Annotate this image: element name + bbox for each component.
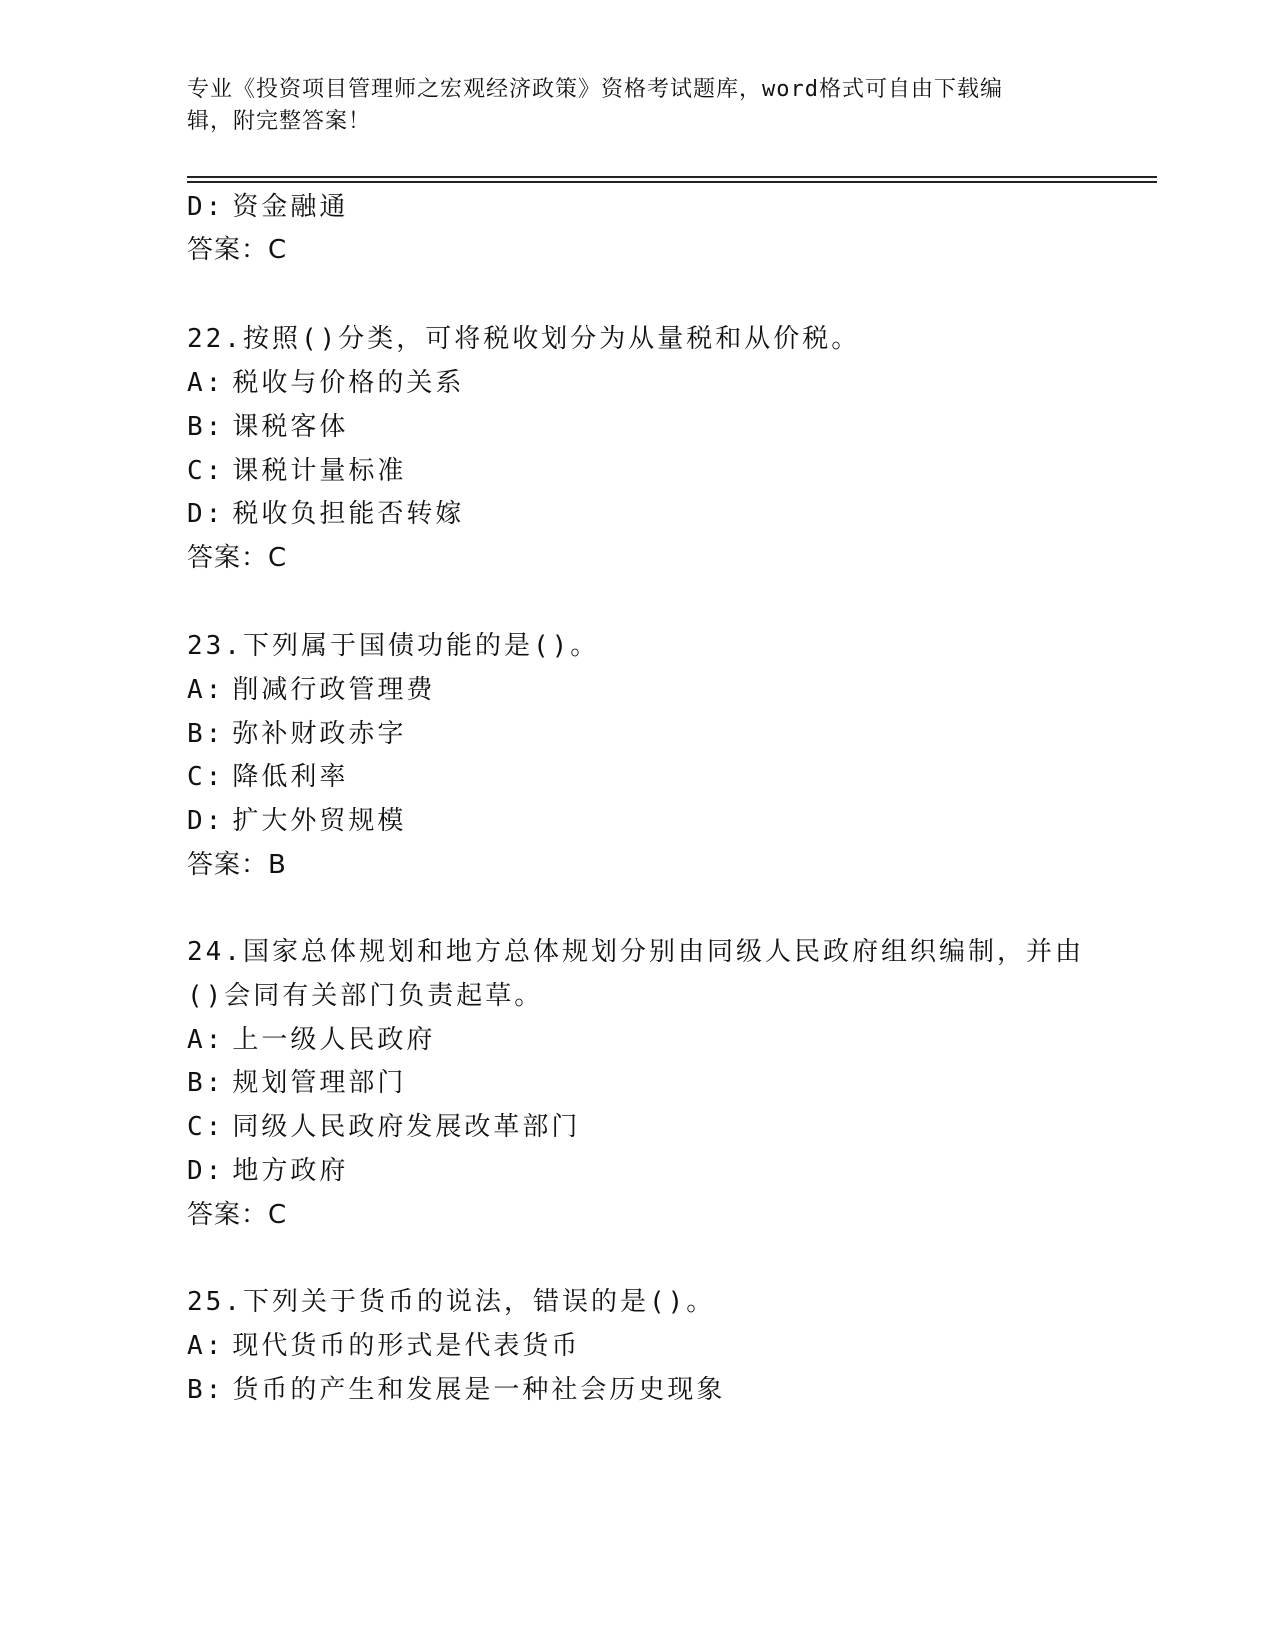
- question-24-option-d: [187, 1154, 348, 1188]
- option-label: B:: [187, 1375, 225, 1405]
- question-24-option-c: [187, 1110, 580, 1144]
- option-label: D:: [187, 499, 225, 529]
- option-label: A:: [187, 1331, 225, 1361]
- header-line-2: 辑，附完整答案！: [187, 109, 372, 134]
- option-label: A:: [187, 675, 225, 705]
- question-22-stem: 22.按照()分类，可将税收划分为从量税和从价税。: [187, 324, 861, 354]
- option-text: 弥补财政赤字: [232, 719, 407, 749]
- option-text: 上一级人民政府: [232, 1025, 436, 1055]
- prev-option-d: [187, 190, 348, 224]
- option-label: A:: [187, 368, 225, 398]
- option-label: B:: [187, 719, 225, 749]
- question-23-option-d: [187, 804, 406, 838]
- question-25-option-b: [187, 1373, 725, 1407]
- option-text: 税收与价格的关系: [232, 368, 465, 398]
- question-22-answer: 答案：C: [187, 543, 288, 573]
- option-label: A:: [187, 1025, 225, 1055]
- question-22-option-d: [187, 497, 464, 531]
- option-label: B:: [187, 1068, 225, 1098]
- prev-answer: 答案：C: [187, 235, 288, 265]
- option-text: 扩大外贸规模: [232, 806, 407, 836]
- option-label: C:: [187, 1112, 225, 1142]
- option-label: C:: [187, 762, 225, 792]
- question-23-option-b: [187, 717, 406, 751]
- question-25-stem: 25.下列关于货币的说法，错误的是()。: [187, 1287, 716, 1317]
- option-label: C:: [187, 456, 225, 486]
- question-22-option-b: [187, 410, 348, 444]
- option-text: 削减行政管理费: [232, 675, 436, 705]
- question-22-option-a: [187, 366, 464, 400]
- question-25-option-a: [187, 1329, 580, 1363]
- option-text: 降低利率: [232, 762, 349, 792]
- header-divider-top: [187, 176, 1157, 178]
- option-label: D:: [187, 806, 225, 836]
- question-23-option-c: [187, 760, 348, 794]
- option-text: 地方政府: [232, 1156, 349, 1186]
- question-24-option-a: [187, 1023, 435, 1057]
- question-23-stem: 23.下列属于国债功能的是()。: [187, 631, 600, 661]
- document-header: [187, 74, 1087, 138]
- option-text: 资金融通: [232, 192, 349, 222]
- header-line-1: 专业《投资项目管理师之宏观经济政策》资格考试题库，word格式可自由下载编: [187, 77, 1003, 102]
- option-label: D:: [187, 1156, 225, 1186]
- question-22-option-c: [187, 454, 406, 488]
- question-24-answer: 答案：C: [187, 1200, 288, 1230]
- question-23-option-a: [187, 673, 435, 707]
- question-24-stem-line-1: 24.国家总体规划和地方总体规划分别由同级人民政府组织编制，并由: [187, 937, 1084, 967]
- option-text: 现代货币的形式是代表货币: [232, 1331, 581, 1361]
- option-text: 货币的产生和发展是一种社会历史现象: [232, 1375, 726, 1405]
- option-text: 课税客体: [232, 412, 349, 442]
- question-24-stem-line-2: ()会同有关部门负责起草。: [187, 981, 544, 1011]
- option-text: 规划管理部门: [232, 1068, 407, 1098]
- header-divider-bottom: [187, 181, 1157, 183]
- option-label: B:: [187, 412, 225, 442]
- option-label: D:: [187, 192, 225, 222]
- option-text: 课税计量标准: [232, 456, 407, 486]
- question-23-answer: 答案：B: [187, 850, 287, 880]
- option-text: 税收负担能否转嫁: [232, 499, 465, 529]
- question-24-option-b: [187, 1066, 406, 1100]
- option-text: 同级人民政府发展改革部门: [232, 1112, 581, 1142]
